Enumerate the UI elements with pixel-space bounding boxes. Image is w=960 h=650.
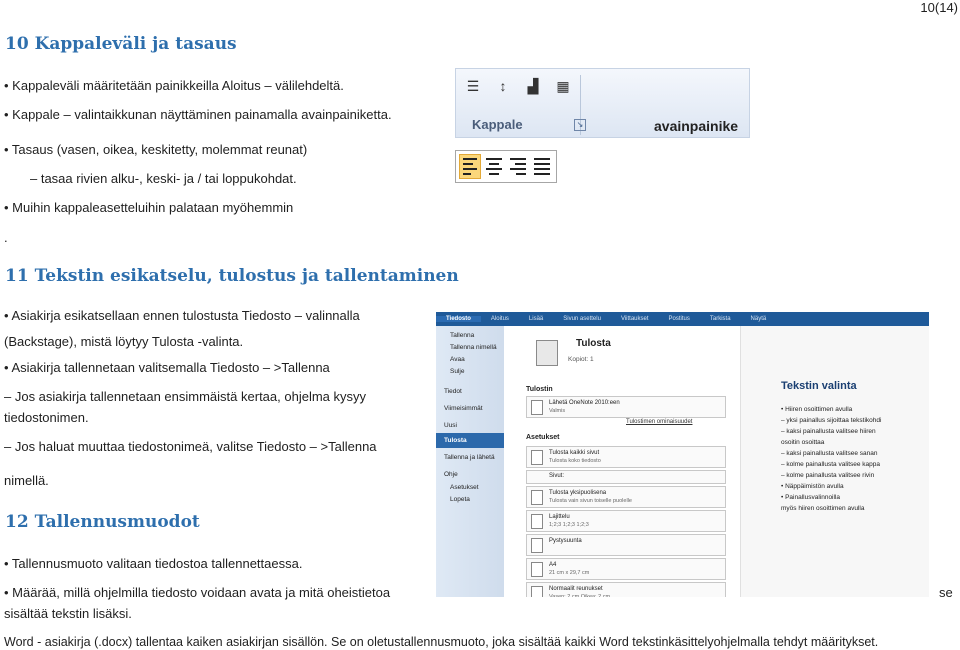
settings-row [526, 534, 726, 556]
body-line: sisältää tekstin lisäksi. [4, 606, 132, 621]
align-left-icon [459, 154, 481, 179]
menu-item-avaa: Avaa [450, 356, 465, 363]
row-sub: 1;2;3 1;2;3 1;2;3 [549, 522, 589, 528]
borders-icon: ▦ [556, 77, 570, 94]
bullet-line: • Muihin kappaleasetteluihin palataan myöhemmin [4, 200, 294, 215]
page-icon [531, 490, 543, 505]
preview-title: Tekstin valinta [781, 380, 857, 392]
tab-sivun-asettelu: Sivun asettelu [563, 316, 601, 322]
row-sub: Tulosta vain sivun toiselle puolelle [549, 498, 632, 504]
row-sub: Vasen: 2 cm Oikea: 2 cm [549, 594, 611, 597]
row-label: Tulosta kaikki sivut [549, 450, 600, 456]
settings-row [526, 510, 726, 532]
ribbon-tabs [436, 312, 929, 326]
preview-line: – kolme painallusta valitsee kappa [781, 461, 881, 468]
settings-row [526, 582, 726, 597]
backstage-screenshot [436, 312, 929, 597]
settings-row [526, 486, 726, 508]
settings-row [526, 446, 726, 468]
backstage-menu [436, 326, 504, 597]
dialog-launcher-icon: ↘ [574, 119, 586, 131]
menu-group-uusi: Uusi [444, 422, 458, 429]
preview-line: – kaksi painallusta valitsee sanan [781, 450, 878, 457]
copies-label: Kopiot: 1 [568, 356, 594, 363]
page-icon [531, 562, 543, 577]
preview-line: myös hiiren osoittimen avulla [781, 505, 865, 512]
menu-group-viimeisimmat: Viimeisimmät [444, 405, 483, 412]
menu-item-asetukset: Asetukset [450, 484, 479, 491]
print-title: Tulosta [576, 338, 611, 349]
menu-item-tallenna-nimella: Tallenna nimellä [450, 344, 497, 351]
preview-line: – kolme painallusta valitsee rivin [781, 472, 875, 479]
stray-dot: . [4, 230, 8, 245]
preview-line: • Näppäimistön avulla [781, 483, 844, 490]
page-number: 10(14) [920, 0, 958, 15]
bullet-line: • Kappale – valintaikkunan näyttäminen painamalla avainpainiketta. [4, 107, 392, 122]
tab-viittaukset: Viittaukset [620, 316, 649, 322]
page-icon [531, 514, 543, 529]
menu-group-ohje: Ohje [444, 471, 458, 478]
tab-tarkista: Tarkista [709, 316, 731, 322]
printer-header: Tulostin [526, 386, 553, 393]
menu-item-tallenna: Tallenna [450, 332, 475, 339]
section-heading-11: 11 Tekstin esikatselu, tulostus ja tallentaminen [5, 266, 459, 286]
preview-line: – yksi painallus sijoittaa tekstikohdi [781, 417, 882, 424]
page-icon [531, 538, 543, 553]
printer-name: Lähetä OneNote 2010:een [549, 400, 620, 406]
bullet-line: • Tasaus (vasen, oikea, keskitetty, molemmat reunat) [4, 142, 308, 157]
key-label: avainpainike [654, 118, 739, 134]
sub-line: – tasaa rivien alku-, keski- ja / tai loppukohdat. [30, 171, 297, 186]
body-line: • Tallennusmuoto valitaan tiedostoa tallennettaessa. [4, 556, 303, 571]
printer-row [526, 396, 726, 418]
section-heading-12: 12 Tallennusmuodot [5, 512, 200, 532]
menu-group-tiedot: Tiedot [444, 388, 462, 395]
line-spacing-icon: ↕ [499, 78, 507, 94]
body-line: – Jos haluat muuttaa tiedostonimeä, valitse Tiedosto – >Tallenna [4, 439, 377, 454]
page-icon [531, 450, 543, 465]
settings-row [526, 558, 726, 580]
settings-row [526, 470, 726, 484]
body-line: tiedostonimen. [4, 410, 89, 425]
printer-small-icon [531, 400, 543, 415]
menu-group-tallenna-ja-laheta: Tallenna ja lähetä [444, 454, 495, 461]
row-label: Sivut: [549, 473, 565, 479]
body-line: • Asiakirja tallennetaan valitsemalla Tiedosto – >Tallenna [4, 360, 330, 375]
preview-line: • Hiiren osoittimen avulla [781, 406, 853, 413]
menu-group-tulosta: Tulosta [436, 433, 504, 448]
row-sub: 21 cm x 29,7 cm [549, 570, 590, 576]
page-icon [531, 586, 543, 597]
bullet-line: • Kappaleväli määritetään painikkeilla Aloitus – välilehdeltä. [4, 78, 344, 93]
align-right-icon [507, 154, 529, 179]
bullet-list-icon: ☰ [466, 77, 480, 94]
printer-icon [536, 340, 558, 366]
justify-icon [531, 154, 553, 179]
printer-properties-link: Tulostimen ominaisuudet [626, 419, 693, 425]
body-line: • Asiakirja esikatsellaan ennen tulostusta Tiedosto – valinnalla [4, 308, 360, 323]
tab-lisaa: Lisää [528, 316, 544, 322]
overflow-text: se [939, 585, 953, 600]
row-sub: Tulosta koko tiedosto [549, 458, 601, 464]
alignment-buttons-image [455, 150, 557, 183]
body-line: Word - asiakirja (.docx) tallentaa kaiken asiakirjan sisällön. Se on oletustallennusmuoto, joka sisältää kaikki Word tekstinkäsittelyohjelmalla tehdyt määritykset. [4, 635, 879, 649]
settings-header: Asetukset [526, 434, 560, 441]
print-preview [740, 326, 929, 597]
align-center-icon [483, 154, 505, 179]
tab-tiedosto: Tiedosto [436, 316, 481, 322]
body-line: nimellä. [4, 473, 49, 488]
preview-line: • Painallusvalinnoilla [781, 494, 841, 501]
tab-aloitus: Aloitus [490, 316, 509, 322]
row-label: Lajittelu [549, 514, 570, 520]
section-heading-10: 10 Kappaleväli ja tasaus [5, 34, 237, 54]
preview-line: – kaksi painallusta valitsee hiiren [781, 428, 876, 435]
tab-nayta: Näytä [750, 316, 767, 322]
printer-status: Valmis [549, 408, 566, 414]
row-label: Normaalit reunukset [549, 586, 603, 592]
row-label: A4 [549, 562, 557, 568]
body-line: (Backstage), mistä löytyy Tulosta -valinta. [4, 334, 244, 349]
tab-postitus: Postitus [668, 316, 690, 322]
menu-item-sulje: Sulje [450, 368, 465, 375]
body-line: – Jos asiakirja tallennetaan ensimmäistä kertaa, ohjelma kysyy [4, 389, 367, 404]
menu-item-lopeta: Lopeta [450, 496, 470, 503]
row-label: Tulosta yksipuolisena [549, 490, 607, 496]
shading-icon: ▟ [527, 77, 539, 94]
preview-line: osoitin osoittaa [781, 439, 825, 446]
ribbon-group-label: Kappale [472, 117, 523, 132]
row-label: Pystysuunta [549, 538, 582, 544]
body-line: • Määrää, millä ohjelmilla tiedosto voidaan avata ja mitä oheistietoa [4, 585, 391, 600]
